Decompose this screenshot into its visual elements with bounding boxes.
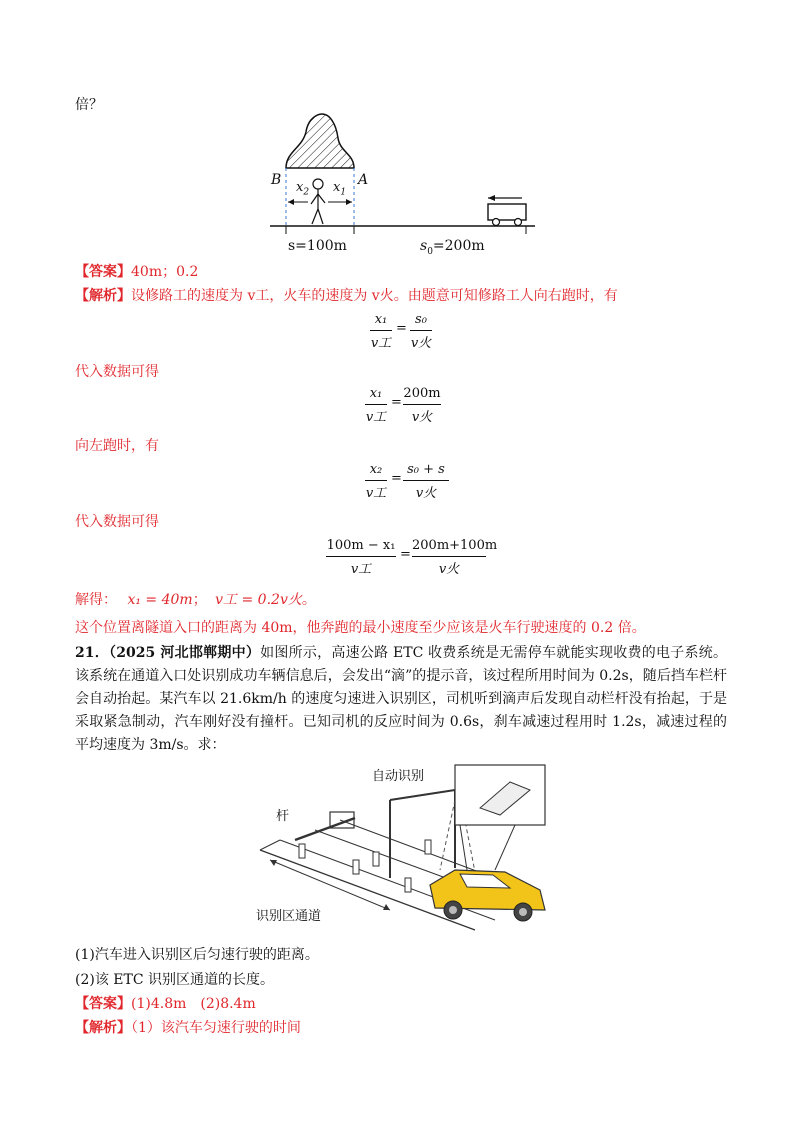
answer-line-2: 【答案】(1)4.8m (2)8.4m: [75, 996, 256, 1012]
gantry-beam: [390, 790, 455, 800]
label-s: s=100m: [288, 238, 347, 254]
leftward-text: 向左跑时，有: [75, 438, 159, 454]
solve-line: 解得： x₁ = 40m； v工 = 0.2v火。: [75, 592, 316, 608]
label-s0: $s_0=200m$: [420, 238, 485, 257]
label-zone: 识别区通道: [256, 909, 322, 924]
equation-3: x₂ v工 = s₀ + s v火: [365, 462, 475, 502]
equation-4: 100m − x₁ v工 = 200m+100m v火: [326, 538, 498, 577]
worker-head: [313, 179, 323, 189]
answer-line-1: 【答案】40m；0.2: [75, 264, 199, 280]
label-x2: $x_2$: [296, 180, 310, 198]
equation-1: x₁ v工 = s₀ v火: [370, 312, 432, 351]
equation-2: x₁ v工 = 200m v火: [365, 386, 441, 425]
question-fragment: 倍？: [75, 97, 103, 113]
sub-question-2: (2)该 ETC 识别区通道的长度。: [75, 972, 275, 988]
conclusion-line: 这个位置离隧道入口的距离为 40m，他奔跑的最小速度至少应该是火车行驶速度的 0.2 倍。: [75, 620, 646, 636]
barrier-pole: [295, 818, 355, 840]
question-21: 21．（2025 河北邯郸期中）如图所示，高速公路 ETC 收费系统是无需停车就能实现收费的电子系统。该系统在通道入口处识别成功车辆信息后，会发出“滴”的提示音，该过程所用时间为 0.2s，随后挡车栏杆会自动抬起。某汽车以 21.6km/h 的速度匀速进入识别区，司机听到滴声后发现自动栏杆没有抬起，于是采取紧急制动，汽车刚好没有撞杆。已知司机的反应时间为 0.6s，刹车减速过程用时 1.2s，减速过程的平均速度为 3m/s。求：: [75, 645, 727, 753]
analysis-line-1: 【解析】设修路工的速度为 v工，火车的速度为 v火。由题意可知修路工人向右跑时，有: [75, 288, 618, 304]
mountain-shape: [286, 114, 354, 168]
label-b: B: [271, 172, 282, 188]
sub-question-1: (1)汽车进入识别区后匀速行驶的距离。: [75, 947, 319, 963]
label-x1: $x_1$: [333, 180, 347, 198]
yellow-car: [430, 870, 545, 921]
label-a: A: [358, 172, 369, 188]
label-auto-identify: 自动识别: [372, 769, 425, 784]
substitute-text-2: 代入数据可得: [75, 514, 159, 530]
substitute-text-1: 代入数据可得: [75, 364, 159, 380]
train-cart: [488, 204, 526, 220]
label-pole: 杆: [276, 809, 290, 824]
analysis-line-2: 【解析】（1）该汽车匀速行驶的时间: [75, 1020, 301, 1036]
